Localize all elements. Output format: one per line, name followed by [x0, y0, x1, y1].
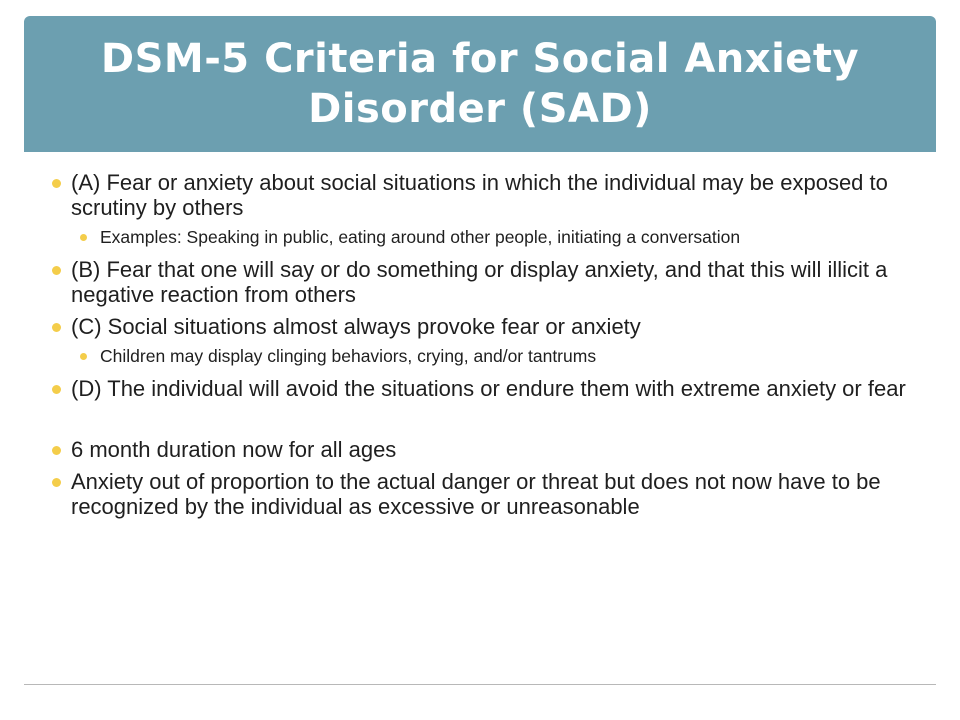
bullet-text: (D) The individual will avoid the situations or endure them with extreme anxiety or fear	[71, 376, 906, 401]
spacer	[52, 408, 912, 437]
bullet-criterion-a	[52, 170, 912, 220]
bullet-text: (C) Social situations almost always provoke fear or anxiety	[71, 314, 641, 339]
bullet-criterion-b	[52, 257, 912, 307]
bullet-dot-icon	[80, 234, 87, 241]
bullet-criterion-d	[52, 376, 912, 401]
footer-divider	[24, 684, 936, 685]
sub-bullet-text: Examples: Speaking in public, eating around other people, initiating a conversation	[100, 227, 741, 247]
bullet-dot-icon	[52, 266, 61, 275]
bullet-duration	[52, 437, 912, 462]
bullet-text: 6 month duration now for all ages	[71, 437, 397, 462]
bullet-dot-icon	[52, 446, 61, 455]
bullet-dot-icon	[52, 179, 61, 188]
bullet-text: (B) Fear that one will say or do something or display anxiety, and that this will illicit a negative reaction from others	[71, 257, 888, 307]
bullet-text: Anxiety out of proportion to the actual danger or threat but does not now have to be recognized by the individual as excessive or unreasonable	[71, 469, 881, 519]
sub-bullet-text: Children may display clinging behaviors, crying, and/or tantrums	[100, 346, 597, 366]
bullet-list	[52, 170, 912, 526]
bullet-text: (A) Fear or anxiety about social situations in which the individual may be exposed to scrutiny by others	[71, 170, 888, 220]
sub-bullet-children	[52, 346, 912, 366]
slide-title: DSM-5 Criteria for Social Anxiety Disorder (SAD)	[100, 36, 860, 132]
title-bar	[24, 16, 936, 152]
bullet-dot-icon	[52, 478, 61, 487]
bullet-dot-icon	[52, 385, 61, 394]
bullet-dot-icon	[80, 353, 87, 360]
bullet-criterion-c	[52, 314, 912, 339]
bullet-dot-icon	[52, 323, 61, 332]
bullet-proportion	[52, 469, 912, 519]
sub-bullet-examples	[52, 227, 912, 247]
